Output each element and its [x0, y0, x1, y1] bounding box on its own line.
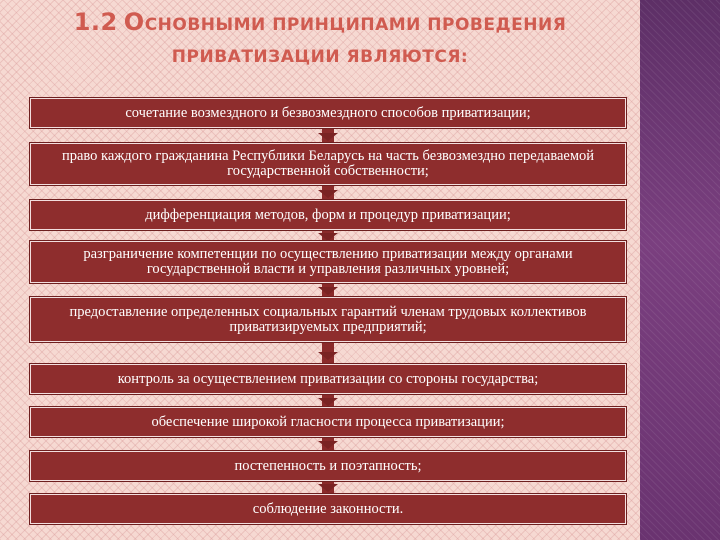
principle-box	[30, 143, 626, 185]
principle-text: постепенность и поэтапность;	[234, 457, 422, 474]
connector-arrow	[318, 190, 338, 198]
slide-title	[0, 6, 640, 73]
connector-arrow	[318, 441, 338, 449]
title-first-letter: О	[123, 8, 145, 36]
title-line1: СНОВНЫМИ ПРИНЦИПАМИ ПРОВЕДЕНИЯ	[144, 15, 567, 35]
principle-text: обеспечение широкой гласности процесса приватизации;	[151, 413, 505, 430]
principle-box	[30, 297, 626, 342]
connector-arrow	[318, 484, 338, 492]
title-number: 1.2	[73, 8, 118, 36]
principle-text: разграничение компетенции по осуществлению приватизации между органами государственной власти и управления различных уровней;	[83, 246, 573, 277]
principle-text: предоставление определенных социальных гарантий членам трудовых коллективов приватизируемых предприятий;	[69, 303, 587, 335]
principle-box	[30, 364, 626, 394]
principle-box	[30, 494, 626, 524]
connector-arrow	[318, 233, 338, 241]
principle-box	[30, 98, 626, 128]
principle-text: право каждого гражданина Республики Беларусь на часть безвозмездно передаваемой государственной собственности;	[61, 148, 595, 179]
principle-box	[30, 241, 626, 283]
principle-text: сочетание возмездного и безвозмездного способов приватизации;	[125, 104, 531, 121]
principle-text: соблюдение законности.	[252, 500, 404, 517]
principle-text: дифференциация методов, форм и процедур приватизации;	[145, 206, 511, 223]
connector-arrow	[318, 398, 338, 406]
principle-box	[30, 200, 626, 230]
connector-arrow	[318, 352, 338, 360]
principle-box	[30, 451, 626, 481]
connector-arrow	[318, 287, 338, 295]
principle-text: контроль за осуществлением приватизации со стороны государства;	[117, 370, 539, 387]
title-line2: ПРИВАТИЗАЦИИ ЯВЛЯЮТСЯ:	[171, 47, 469, 67]
connector-arrow	[318, 133, 338, 141]
decorative-side-panel	[640, 0, 720, 540]
principle-box	[30, 407, 626, 437]
